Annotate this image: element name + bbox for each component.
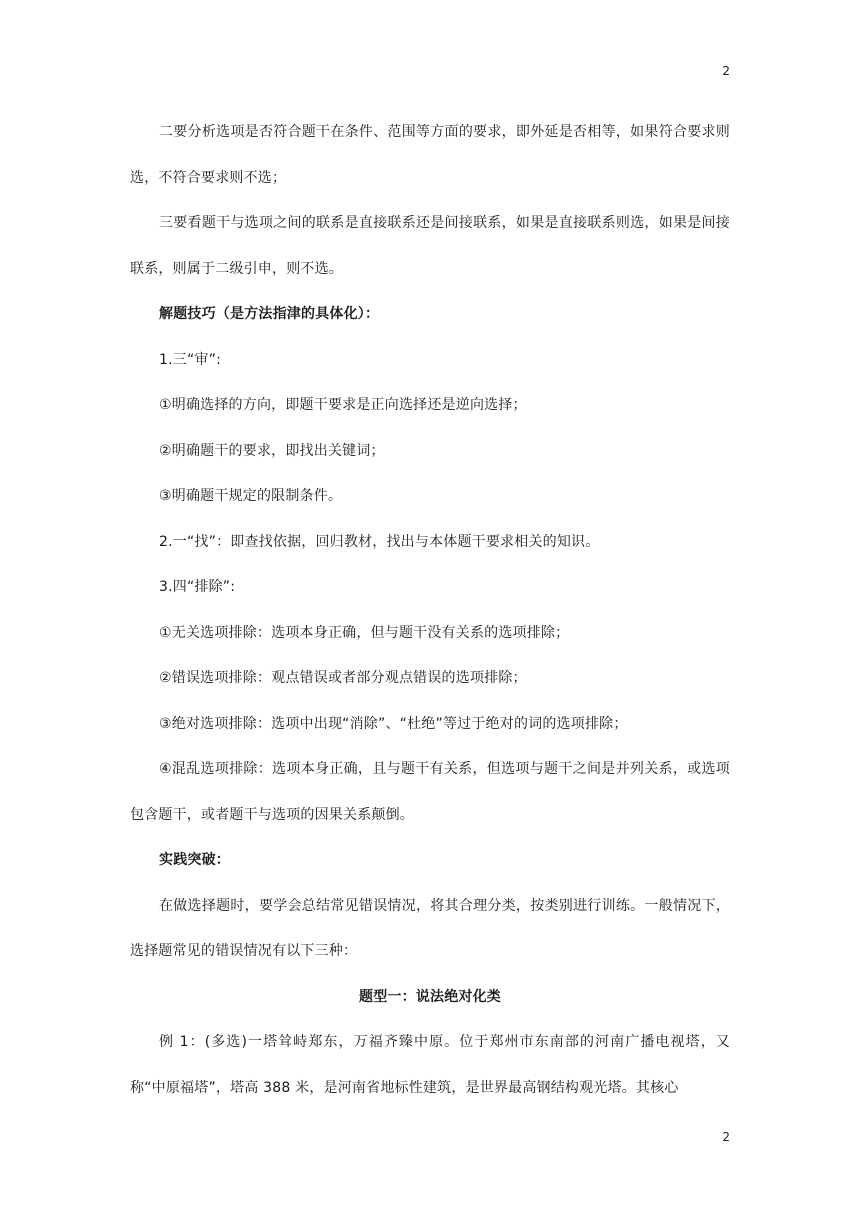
paragraph-direct-indirect-link: 三要看题干与选项之间的联系是直接联系还是间接联系，如果是直接联系则选，如果是间接联系，则属于二级引申，则不选。 [130,215,730,277]
paragraph-scope-requirement: 二要分析选项是否符合题干在条件、范围等方面的要求，即外延是否相等，如果符合要求则选，不符合要求则不选； [130,124,730,186]
section-title-type-one: 题型一：说法绝对化类 [359,988,501,1005]
heading-practice: 实践突破： [159,852,230,868]
item-examine-conditions: ③明确题干规定的限制条件。 [159,488,343,504]
item-examine-direction: ①明确选择的方向，即题干要求是正向选择还是逆向选择； [159,397,527,413]
item-exclude-irrelevant: ①无关选项排除：选项本身正确，但与题干没有关系的选项排除； [159,624,570,641]
document-body [130,110,730,1111]
page-number-top: 2 [722,64,730,78]
heading-solving-skills: 解题技巧（是方法指津的具体化）： [159,306,380,322]
item-exclude-confused: ④混乱选项排除：选项本身正确，且与题干有关系，但选项与题干之间是并列关系，或选项包含题干，或者题干与选项的因果关系颠倒。 [130,761,730,823]
item-exclude-absolute: ③绝对选项排除：选项中出现“消除”、“杜绝”等过于绝对的词的选项排除； [159,715,628,732]
item-examine-requirement: ②明确题干的要求，即找出关键词； [159,442,385,459]
page-number-bottom: 2 [722,1130,730,1144]
item-three-examine: 1.三“审”: [159,351,221,368]
item-four-exclude: 3.四“排除”: [159,579,236,595]
paragraph-example-one: 例 1：(多选)一塔耸峙郑东，万福齐臻中原。位于郑州市东南部的河南广播电视塔，又称“中原福塔”，塔高 388 米，是河南省地标性建筑，是世界最高钢结构观光塔。其核心 [130,1034,730,1096]
paragraph-practice-intro: 在做选择题时，要学会总结常见错误情况，将其合理分类，按类别进行训练。一般情况下，选择题常见的错误情况有以下三种： [130,897,730,959]
item-one-find: 2.一“找”：即查找依据，回归教材，找出与本体题干要求相关的知识。 [159,533,600,550]
item-exclude-wrong: ②错误选项排除：观点错误或者部分观点错误的选项排除； [159,670,527,686]
